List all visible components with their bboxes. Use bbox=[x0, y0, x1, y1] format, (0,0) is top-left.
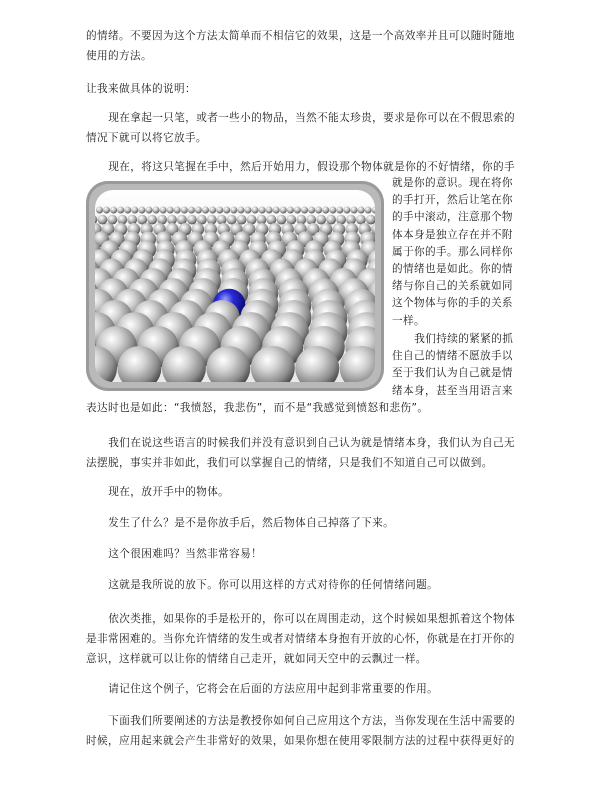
gray-sphere bbox=[273, 207, 280, 214]
paragraph-analogy: 依次类推，如果你的手是松开的，你可以在周围走动，这个时候如果想抓着这个物体是非常困难的。当你允许情绪的发生或者对情绪本身抱有开放的心怀，你就是在打开你的意识，这样就可以让你的情绪自己走开，就如同天空中的云飘过一样。 bbox=[86, 613, 516, 665]
spheres-grid-graphic bbox=[95, 190, 375, 382]
gray-sphere bbox=[340, 346, 375, 382]
gray-sphere bbox=[174, 207, 181, 214]
paragraph-remember: 请记住这个例子，它将会在后面的方法应用中起到非常重要的作用。 bbox=[108, 683, 439, 695]
gray-sphere bbox=[280, 207, 287, 214]
gray-sphere bbox=[259, 207, 266, 214]
gray-sphere bbox=[244, 207, 251, 214]
gray-sphere bbox=[188, 207, 195, 214]
gray-sphere bbox=[230, 207, 237, 214]
gray-sphere bbox=[329, 207, 336, 214]
gray-sphere bbox=[308, 207, 315, 214]
paragraph-let-go: 这就是我所说的放下。你可以用这样的方式对待你的任何情绪问题。 bbox=[108, 579, 439, 591]
gray-sphere bbox=[366, 215, 375, 225]
gray-sphere bbox=[223, 207, 230, 214]
gray-sphere bbox=[96, 207, 103, 214]
gray-sphere bbox=[117, 207, 124, 214]
gray-sphere bbox=[160, 207, 167, 214]
gray-sphere bbox=[131, 207, 138, 214]
gray-sphere bbox=[110, 207, 117, 214]
gray-sphere bbox=[372, 207, 375, 214]
gray-sphere bbox=[365, 207, 372, 214]
paragraph-pick-up-pen: 现在拿起一只笔，或者一些小的物品，当然不能太珍贵，要求是你可以在不假思索的情况下就可以将它放手。 bbox=[86, 112, 516, 144]
paragraph-expression: 表达时也是如此：“我愤怒，我悲伤”，而不是“我感觉到愤怒和悲伤”。 bbox=[86, 402, 429, 414]
gray-sphere bbox=[336, 207, 343, 214]
gray-sphere bbox=[266, 207, 273, 214]
gray-sphere bbox=[237, 215, 247, 225]
paragraph-release: 现在，放开手中的物体。 bbox=[108, 486, 230, 498]
gray-sphere bbox=[217, 215, 227, 225]
gray-sphere bbox=[137, 215, 147, 225]
gray-sphere bbox=[209, 207, 216, 214]
gray-sphere bbox=[322, 207, 329, 214]
gray-sphere bbox=[326, 215, 336, 225]
gray-sphere bbox=[187, 215, 197, 225]
gray-sphere bbox=[336, 215, 346, 225]
gray-sphere bbox=[202, 207, 209, 214]
paragraph-intro: 让我来做具体的说明： bbox=[86, 83, 196, 95]
paragraph-hold-pen: 现在，将这只笔握在手中，然后开始用力，假设那个物体就是你的不好情绪，你的手 bbox=[108, 161, 516, 173]
paragraph-side-hold-emotion: 我们持续的紧紧的抓住自己的情绪不愿放手以至于我们认为自己就是情绪本身，甚至当用语言来 bbox=[392, 333, 514, 397]
gray-sphere bbox=[287, 207, 294, 214]
gray-sphere bbox=[358, 207, 365, 214]
gray-sphere bbox=[296, 215, 306, 225]
paragraph-side-consciousness: 就是你的意识。现在将你的手打开，然后让笔在你的手中滚动，注意那个物体本身是独立存在并不附属于你的手。那么同样你的情绪也是如此。你的情绪与你自己的关系就如同这个物体与你的手的关系一样。 bbox=[392, 177, 513, 327]
gray-sphere bbox=[195, 207, 202, 214]
gray-sphere bbox=[316, 215, 326, 225]
gray-sphere bbox=[247, 215, 257, 225]
gray-sphere bbox=[207, 215, 217, 225]
gray-sphere bbox=[315, 207, 322, 214]
gray-sphere bbox=[124, 207, 131, 214]
gray-sphere bbox=[167, 207, 174, 214]
gray-sphere bbox=[306, 215, 316, 225]
paragraph-what-happened: 发生了什么？是不是你放手后，然后物体自己掉落了下来。 bbox=[108, 517, 395, 529]
paragraph-easy: 这个很困难吗？当然非常容易！ bbox=[108, 548, 263, 560]
gray-sphere bbox=[157, 215, 167, 225]
gray-sphere bbox=[138, 207, 145, 214]
gray-sphere bbox=[146, 207, 153, 214]
gray-sphere bbox=[107, 215, 117, 225]
paragraph-method: 下面我们所要阐述的方法是教授你如何自己应用这个方法，当你发现在生活中需要的时候，应用起来就会产生非常好的效果，如果你想在使用零限制方法的过程中获得更好的 bbox=[86, 715, 516, 747]
gray-sphere bbox=[301, 207, 308, 214]
paragraph-language: 我们在说这些语言的时候我们并没有意识到自己认为就是情绪本身，我们认为自己无法摆脱，事实并非如此，我们可以掌握自己的情绪，只是我们不知道自己可以做到。 bbox=[86, 437, 516, 469]
gray-sphere bbox=[181, 207, 188, 214]
gray-sphere bbox=[227, 215, 237, 225]
gray-sphere bbox=[117, 215, 127, 225]
gray-sphere bbox=[343, 207, 350, 214]
gray-sphere bbox=[127, 215, 137, 225]
spheres-illustration bbox=[86, 181, 384, 391]
gray-sphere bbox=[98, 215, 108, 225]
gray-sphere bbox=[351, 207, 358, 214]
gray-sphere bbox=[153, 207, 160, 214]
spheres-image bbox=[95, 190, 375, 382]
gray-sphere bbox=[294, 207, 301, 214]
gray-sphere bbox=[346, 215, 356, 225]
gray-sphere bbox=[103, 207, 110, 214]
gray-sphere bbox=[277, 215, 287, 225]
paragraph-continuation: 的情绪。不要因为这个方法太简单而不相信它的效果，这是一个高效率并且可以随时随地使用的方法。 bbox=[86, 30, 515, 62]
gray-sphere bbox=[252, 207, 259, 214]
gray-sphere bbox=[216, 207, 223, 214]
gray-sphere bbox=[147, 215, 157, 225]
gray-sphere bbox=[237, 207, 244, 214]
